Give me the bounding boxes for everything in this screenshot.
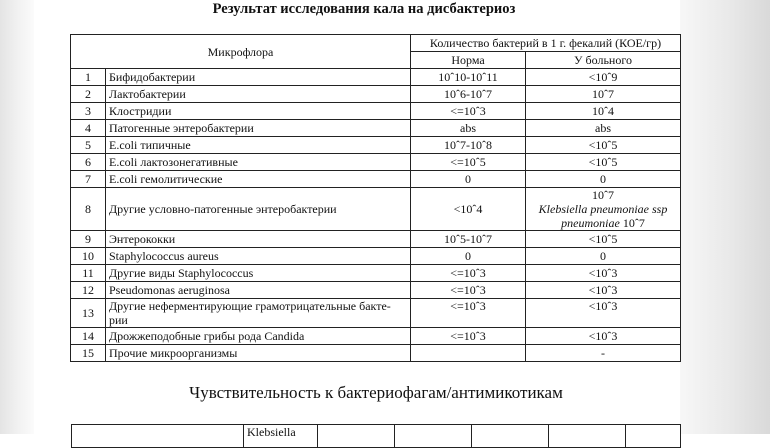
organism-name: Klebsiella pneumoniae ssp pneumoniae bbox=[538, 202, 668, 230]
row-microflora-name: Другие условно-патогенные энтеробактерии bbox=[106, 188, 411, 231]
row-microflora-name bbox=[106, 299, 411, 328]
row-microflora-name: E.coli лактозонегативные bbox=[106, 154, 411, 171]
patient-value-line: 10ˆ7 bbox=[592, 188, 614, 202]
row-norm-value: 10ˆ7-10ˆ8 bbox=[411, 137, 526, 154]
row-patient-value: 10ˆ7 bbox=[526, 86, 681, 103]
sensitivity-cell bbox=[549, 425, 626, 448]
row-number: 15 bbox=[71, 345, 106, 362]
row-name-line: рии bbox=[109, 313, 128, 327]
row-norm-value: 0 bbox=[411, 248, 526, 265]
row-number: 3 bbox=[71, 103, 106, 120]
row-norm-value: <=10ˆ3 bbox=[411, 328, 526, 345]
row-norm-value: 10ˆ5-10ˆ7 bbox=[411, 231, 526, 248]
sensitivity-table bbox=[71, 424, 681, 448]
row-microflora-name: Прочие микроорганизмы bbox=[106, 345, 411, 362]
table-row bbox=[71, 188, 681, 231]
row-microflora-name: Staphylococcus aureus bbox=[106, 248, 411, 265]
table-row bbox=[71, 328, 681, 345]
row-number: 8 bbox=[71, 188, 106, 231]
header-row bbox=[71, 35, 681, 52]
row-microflora-name: Лактобактерии bbox=[106, 86, 411, 103]
document-title: Результат исследования кала на дисбактериоз bbox=[212, 1, 516, 17]
table-row bbox=[71, 265, 681, 282]
row-patient-value bbox=[526, 188, 681, 231]
table-row bbox=[71, 231, 681, 248]
row-microflora-name: E.coli типичные bbox=[106, 137, 411, 154]
row-norm-value: <=10ˆ5 bbox=[411, 154, 526, 171]
row-number: 5 bbox=[71, 137, 106, 154]
header-norm: Норма bbox=[411, 52, 526, 69]
table-row bbox=[71, 154, 681, 171]
row-norm-value: <=10ˆ3 bbox=[411, 299, 526, 328]
sensitivity-cell bbox=[318, 425, 395, 448]
row-microflora-name: Энтерококки bbox=[106, 231, 411, 248]
row-microflora-name: Бифидобактерии bbox=[106, 69, 411, 86]
row-norm-value: <10ˆ4 bbox=[411, 188, 526, 231]
row-microflora-name: Pseudomonas aeruginosa bbox=[106, 282, 411, 299]
row-number: 14 bbox=[71, 328, 106, 345]
row-patient-value: <10ˆ5 bbox=[526, 137, 681, 154]
row-patient-value: <10ˆ3 bbox=[526, 265, 681, 282]
row-norm-value: <=10ˆ3 bbox=[411, 103, 526, 120]
page-shadow-left bbox=[0, 0, 34, 434]
table-row bbox=[71, 103, 681, 120]
row-norm-value: 0 bbox=[411, 171, 526, 188]
sensitivity-header-row bbox=[72, 425, 681, 448]
row-number: 9 bbox=[71, 231, 106, 248]
organism-count: 10ˆ7 bbox=[619, 216, 645, 230]
row-number: 7 bbox=[71, 171, 106, 188]
row-microflora-name: Другие виды Staphylococcus bbox=[106, 265, 411, 282]
row-patient-value: - bbox=[526, 345, 681, 362]
row-patient-value: <10ˆ9 bbox=[526, 69, 681, 86]
row-patient-value: <10ˆ3 bbox=[526, 282, 681, 299]
table-row bbox=[71, 299, 681, 328]
row-patient-value: 0 bbox=[526, 248, 681, 265]
row-name-line: Другие неферментирующие грамотрицательные бакте- bbox=[109, 299, 391, 313]
row-number: 6 bbox=[71, 154, 106, 171]
row-norm-value: 10ˆ6-10ˆ7 bbox=[411, 86, 526, 103]
row-microflora-name: Клостридии bbox=[106, 103, 411, 120]
sensitivity-cell bbox=[72, 425, 244, 448]
header-microflora: Микрофлора bbox=[71, 35, 411, 69]
row-patient-value: <10ˆ5 bbox=[526, 154, 681, 171]
table-row bbox=[71, 69, 681, 86]
table-row bbox=[71, 171, 681, 188]
row-number: 4 bbox=[71, 120, 106, 137]
row-norm-value: <=10ˆ3 bbox=[411, 282, 526, 299]
table-row bbox=[71, 345, 681, 362]
sensitivity-cell bbox=[626, 425, 681, 448]
row-number: 11 bbox=[71, 265, 106, 282]
page-shadow-right bbox=[680, 0, 770, 434]
row-microflora-name: E.coli гемолитические bbox=[106, 171, 411, 188]
row-patient-value: abs bbox=[526, 120, 681, 137]
table-row bbox=[71, 120, 681, 137]
row-microflora-name: Дрожжеподобные грибы рода Candida bbox=[106, 328, 411, 345]
row-norm-value: abs bbox=[411, 120, 526, 137]
header-quantity: Количество бактерий в 1 г. фекалий (КОЕ/гр) bbox=[411, 35, 681, 52]
sensitivity-cell-klebsiella: Klebsiella bbox=[244, 425, 318, 448]
table-row bbox=[71, 282, 681, 299]
table-row bbox=[71, 137, 681, 154]
row-number: 10 bbox=[71, 248, 106, 265]
table-row bbox=[71, 86, 681, 103]
header-patient: У больного bbox=[526, 52, 681, 69]
row-patient-value: 0 bbox=[526, 171, 681, 188]
row-patient-value: <10ˆ3 bbox=[526, 328, 681, 345]
sensitivity-cell bbox=[395, 425, 472, 448]
row-number: 12 bbox=[71, 282, 106, 299]
row-patient-value: <10ˆ3 bbox=[526, 299, 681, 328]
row-norm-value: 10ˆ10-10ˆ11 bbox=[411, 69, 526, 86]
row-patient-value: 10ˆ4 bbox=[526, 103, 681, 120]
dysbacteriosis-table bbox=[70, 34, 681, 362]
row-number: 2 bbox=[71, 86, 106, 103]
row-microflora-name: Патогенные энтеробактерии bbox=[106, 120, 411, 137]
row-number: 1 bbox=[71, 69, 106, 86]
row-patient-value: <10ˆ5 bbox=[526, 231, 681, 248]
section-subtitle: Чувствительность к бактериофагам/антимикотикам bbox=[189, 383, 563, 402]
table-row bbox=[71, 248, 681, 265]
row-norm-value bbox=[411, 345, 526, 362]
row-norm-value: <=10ˆ3 bbox=[411, 265, 526, 282]
sensitivity-cell bbox=[472, 425, 549, 448]
row-number: 13 bbox=[71, 299, 106, 328]
